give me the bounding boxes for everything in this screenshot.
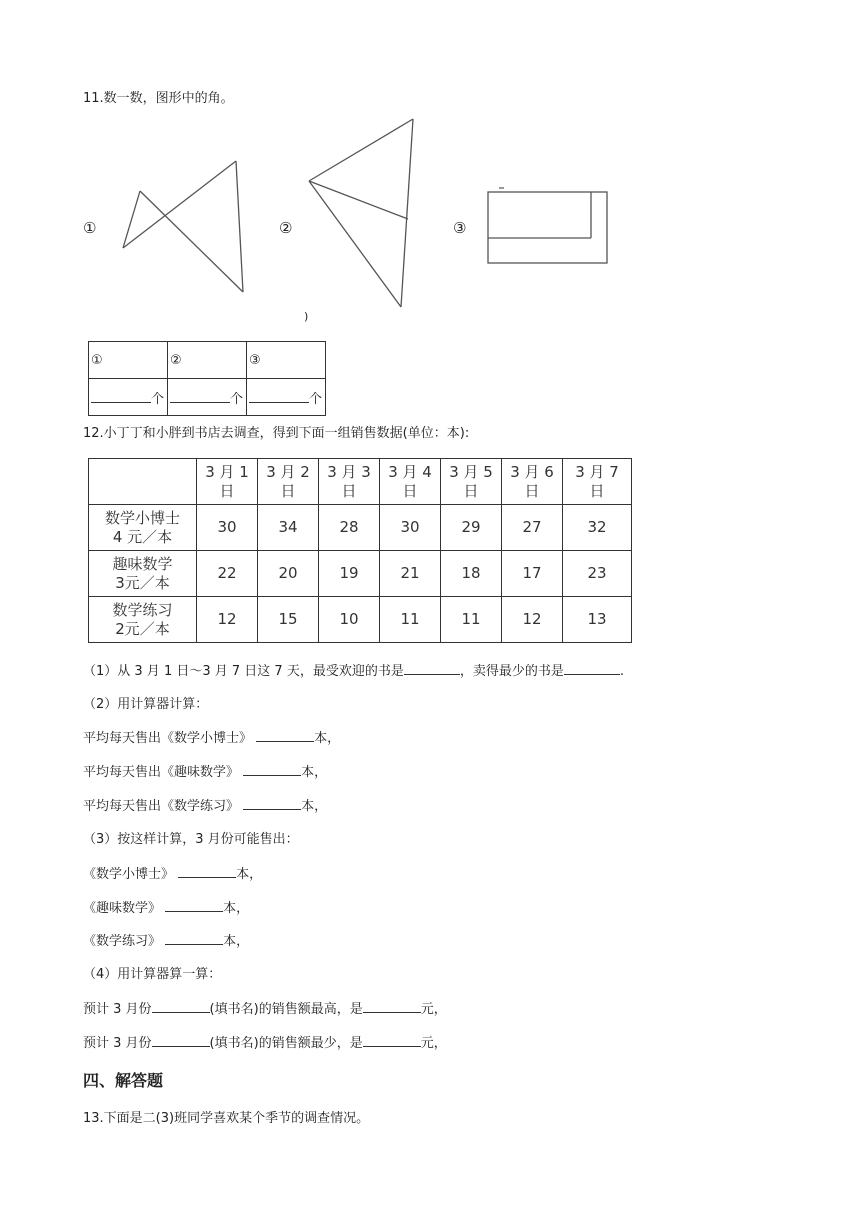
angle-figures	[0, 0, 860, 330]
q12-title: 12.小丁丁和小胖到书店去调查，得到下面一组销售数据(单位：本):	[83, 426, 470, 441]
date-cell: 3 月 4 日	[380, 459, 441, 505]
date-cell: 3 月 1 日	[197, 459, 258, 505]
value-cell: 34	[258, 505, 319, 551]
section-heading: 四、解答题	[83, 1071, 164, 1090]
header-cell-3: ③	[247, 342, 326, 379]
table-row	[89, 505, 632, 551]
answer-blank[interactable]	[165, 932, 223, 945]
table-row	[89, 459, 632, 505]
figure-label-3: ③	[453, 219, 467, 237]
q13-title: 13.下面是二(3)班同学喜欢某个季节的调查情况。	[83, 1111, 370, 1126]
value-cell: 21	[380, 551, 441, 597]
q11-title: 11.数一数，图形中的角。	[83, 91, 234, 106]
table-row	[89, 342, 326, 379]
q12-part4-line2: 预计 3 月份 (填书名)的销售额最少，是 元，	[83, 1036, 447, 1051]
book-cell: 数学小博士 4 元／本	[89, 505, 197, 551]
date-cell: 3 月 3 日	[319, 459, 380, 505]
value-cell: 15	[258, 597, 319, 643]
stray-mark: )	[304, 310, 309, 323]
value-cell: 20	[258, 551, 319, 597]
unit-label: 个	[230, 391, 244, 407]
value-cell: 11	[380, 597, 441, 643]
answer-blank[interactable]	[363, 1000, 421, 1013]
q12-part2-line2: 平均每天售出《趣味数学》 本，	[83, 765, 328, 780]
header-cell-2: ②	[168, 342, 247, 379]
book-cell: 趣味数学 3元／本	[89, 551, 197, 597]
figure-2-triangles	[309, 119, 413, 307]
q12-part1: （1）从 3 月 1 日～3 月 7 日这 7 天，最受欢迎的书是 ，卖得最少的书是 .	[83, 664, 624, 679]
value-cell: 28	[319, 505, 380, 551]
q12-part2: （2）用计算器计算：	[83, 697, 209, 712]
answer-blank[interactable]	[165, 899, 223, 912]
value-cell: 12	[502, 597, 563, 643]
unit-label: 个	[309, 391, 323, 407]
table-row	[89, 597, 632, 643]
answer-blank[interactable]	[243, 763, 301, 776]
answer-blank[interactable]	[404, 662, 460, 675]
value-cell: 22	[197, 551, 258, 597]
figure-label-2: ②	[279, 219, 293, 237]
answer-blank[interactable]	[91, 390, 151, 403]
book-cell: 数学练习 2元／本	[89, 597, 197, 643]
q12-part4: （4）用计算器算一算：	[83, 967, 222, 982]
value-cell: 19	[319, 551, 380, 597]
table-row	[89, 551, 632, 597]
answer-blank[interactable]	[152, 1000, 210, 1013]
value-cell: 17	[502, 551, 563, 597]
value-cell: 23	[563, 551, 632, 597]
value-cell: 13	[563, 597, 632, 643]
value-cell: 27	[502, 505, 563, 551]
value-cell: 10	[319, 597, 380, 643]
value-cell: 30	[197, 505, 258, 551]
date-cell: 3 月 6 日	[502, 459, 563, 505]
date-cell: 3 月 7 日	[563, 459, 632, 505]
q12-part3-line1: 《数学小博士》 本，	[83, 867, 263, 882]
date-cell: 3 月 5 日	[441, 459, 502, 505]
answer-blank[interactable]	[243, 797, 301, 810]
answer-blank[interactable]	[256, 729, 314, 742]
q12-part3-line3: 《数学练习》 本，	[83, 934, 250, 949]
unit-label: 个	[151, 391, 165, 407]
q12-part2-line3: 平均每天售出《数学练习》 本，	[83, 799, 328, 814]
header-cell-1: ①	[89, 342, 168, 379]
q12-part4-line1: 预计 3 月份 (填书名)的销售额最高，是 元，	[83, 1002, 447, 1017]
figure-3-rectangles	[488, 192, 607, 263]
table-row	[89, 379, 326, 416]
value-cell: 11	[441, 597, 502, 643]
q12-part2-line1: 平均每天售出《数学小博士》 本，	[83, 731, 341, 746]
date-cell: 3 月 2 日	[258, 459, 319, 505]
q12-part3-line2: 《趣味数学》 本，	[83, 901, 250, 916]
answer-blank[interactable]	[363, 1034, 421, 1047]
answer-blank[interactable]	[564, 662, 620, 675]
value-cell: 32	[563, 505, 632, 551]
answer-cell-2[interactable]	[168, 379, 247, 416]
answer-blank[interactable]	[249, 390, 309, 403]
angle-count-table	[88, 341, 326, 416]
figure-1-bowtie	[123, 161, 243, 292]
corner-cell	[89, 459, 197, 505]
figure-label-1: ①	[83, 219, 97, 237]
answer-blank[interactable]	[170, 390, 230, 403]
q12-part3: （3）按这样计算，3 月份可能售出：	[83, 832, 299, 847]
answer-cell-3[interactable]	[247, 379, 326, 416]
answer-blank[interactable]	[152, 1034, 210, 1047]
value-cell: 18	[441, 551, 502, 597]
sales-table	[88, 458, 632, 643]
value-cell: 30	[380, 505, 441, 551]
answer-cell-1[interactable]	[89, 379, 168, 416]
value-cell: 29	[441, 505, 502, 551]
answer-blank[interactable]	[178, 865, 236, 878]
value-cell: 12	[197, 597, 258, 643]
